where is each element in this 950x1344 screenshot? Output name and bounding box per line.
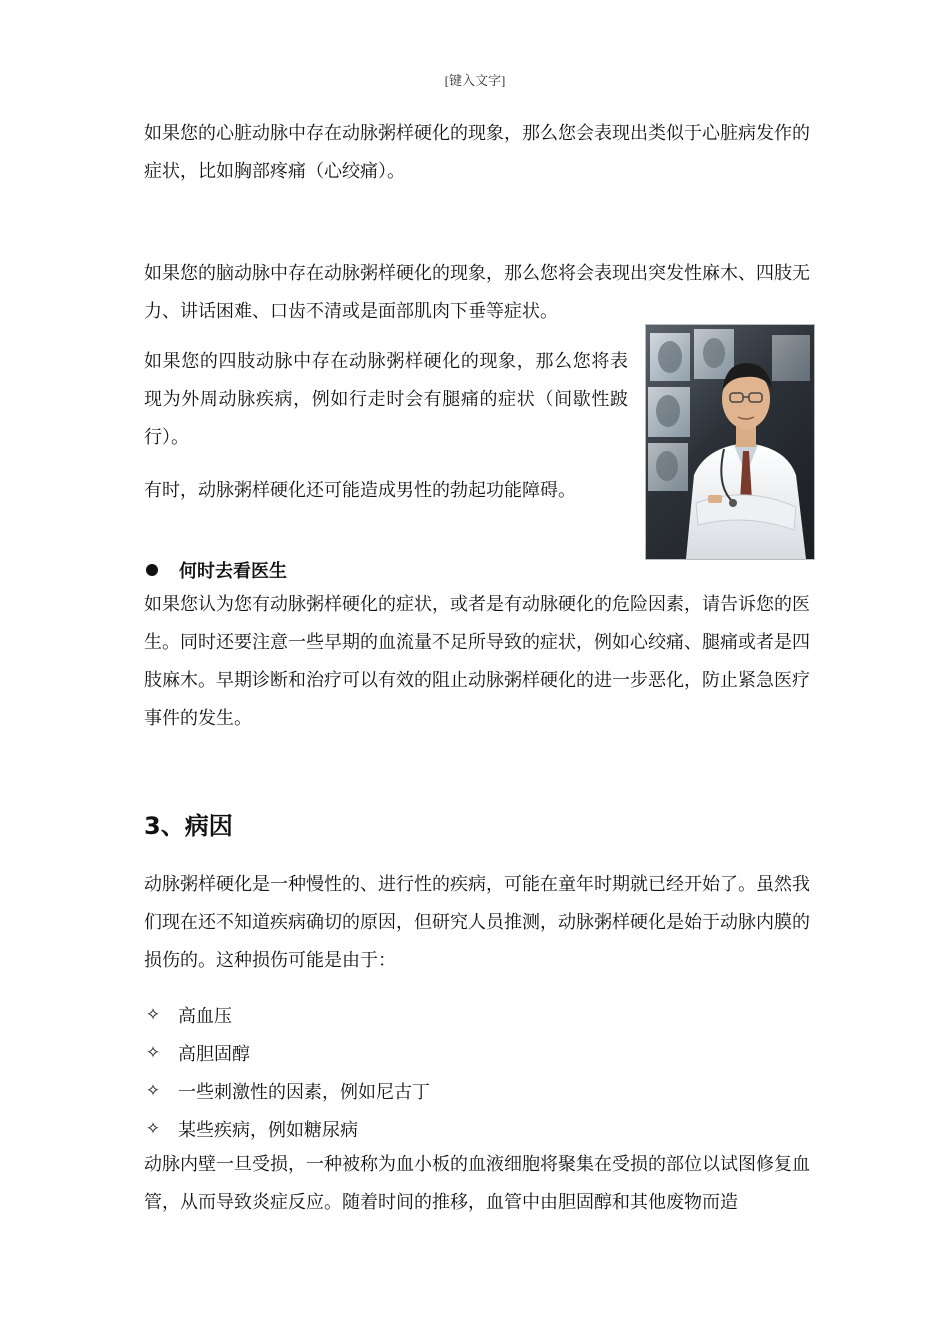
list-item-text: 一些刺激性的因素，例如尼古丁 — [178, 1082, 430, 1103]
star-bullet-icon: ✧ — [145, 1081, 161, 1101]
causes-list — [144, 996, 430, 1148]
paragraph-heart-arteries: 如果您的心脏动脉中存在动脉粥样硬化的现象，那么您会表现出类似于心脏病发作的症状，比如胸部疼痛（心绞痛）。 — [144, 123, 810, 182]
doctor-photo — [645, 324, 815, 560]
list-item-text: 高胆固醇 — [178, 1044, 250, 1065]
bullet-heading-text: 何时去看医生 — [179, 561, 287, 582]
list-item-text: 高血压 — [178, 1006, 232, 1027]
bullet-heading-when-to-see-doctor — [144, 554, 287, 586]
section-title-causes: 3、病因 — [144, 812, 233, 840]
doctor-illustration — [646, 325, 814, 559]
bullet-dot-icon — [146, 564, 158, 576]
list-item — [144, 1034, 430, 1072]
list-item — [144, 1110, 430, 1148]
list-item — [144, 1072, 430, 1110]
star-bullet-icon: ✧ — [145, 1119, 161, 1139]
list-item-text: 某些疾病，例如糖尿病 — [178, 1120, 358, 1141]
header-placeholder: [键入文字] — [444, 73, 506, 88]
paragraph-erectile: 有时，动脉粥样硬化还可能造成男性的勃起功能障碍。 — [144, 480, 576, 501]
star-bullet-icon: ✧ — [145, 1005, 161, 1025]
star-bullet-icon: ✧ — [145, 1043, 161, 1063]
paragraph-brain-arteries: 如果您的脑动脉中存在动脉粥样硬化的现象，那么您将会表现出突发性麻木、四肢无力、讲话困难、口齿不清或是面部肌肉下垂等症状。 — [144, 263, 810, 322]
list-item — [144, 996, 430, 1034]
paragraph-see-doctor: 如果您认为您有动脉粥样硬化的症状，或者是有动脉硬化的危险因素，请告诉您的医生。同时还要注意一些早期的血流量不足所导致的症状，例如心绞痛、腿痛或者是四肢麻木。早期诊断和治疗可以有效的阻止动脉粥样硬化的进一步恶化，防止紧急医疗事件的发生。 — [144, 594, 810, 729]
paragraph-causes-intro: 动脉粥样硬化是一种慢性的、进行性的疾病，可能在童年时期就已经开始了。虽然我们现在还不知道疾病确切的原因，但研究人员推测，动脉粥样硬化是始于动脉内膜的损伤的。这种损伤可能是由于： — [144, 874, 810, 971]
paragraph-limb-arteries: 如果您的四肢动脉中存在动脉粥样硬化的现象，那么您将表现为外周动脉疾病，例如行走时会有腿痛的症状（间歇性跛行）。 — [144, 351, 628, 448]
paragraph-inner-wall-damage: 动脉内壁一旦受损，一种被称为血小板的血液细胞将聚集在受损的部位以试图修复血管，从而导致炎症反应。随着时间的推移，血管中由胆固醇和其他废物而造 — [144, 1154, 810, 1213]
